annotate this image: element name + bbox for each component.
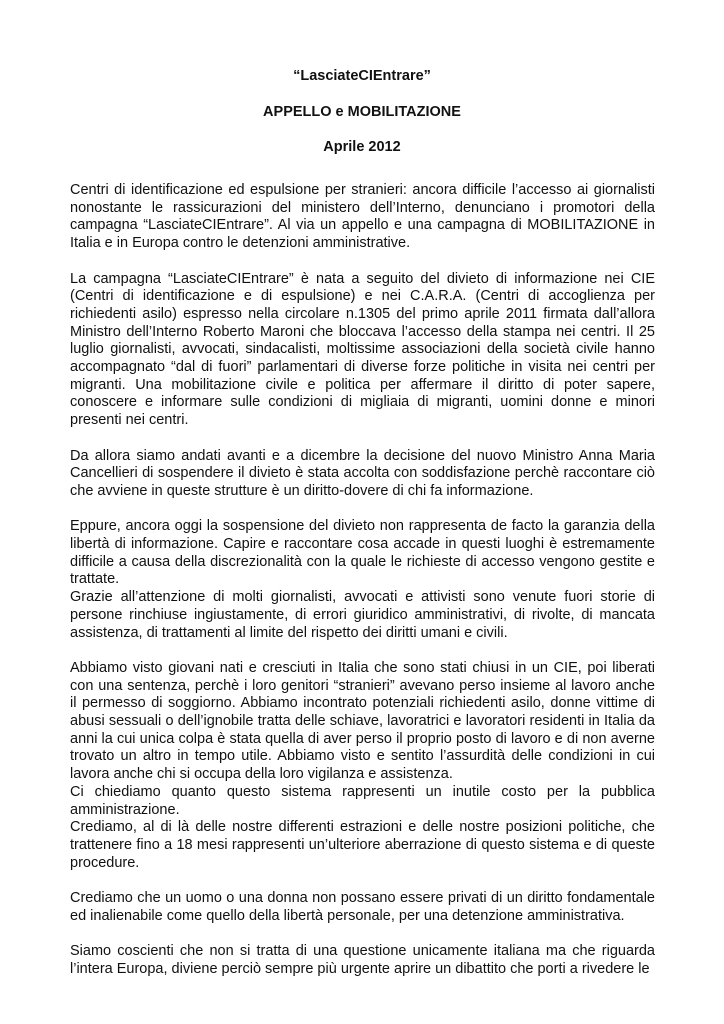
paragraph-since-then: Da allora siamo andati avanti e a dicembre la decisione del nuovo Ministro Anna Maria Cancellieri di sospendere il divieto è stata accolta con soddisfazione perchè raccontare ciò che avviene in queste strutture è un diritto-dovere di chi fa informazione. [70,447,655,499]
paragraph-thanks: Grazie all’attenzione di molti giornalisti, avvocati e attivisti sono venute fuori storie di persone rinchiuse ingiustamente, di errori giuridico amministrativi, di rivolte, di mancata assistenza, di trattamenti al limite del rispetto dei diritti umani e civili. [70,589,655,641]
paragraph-fundamental-right: Crediamo che un uomo o una donna non possano essere privati di un diritto fondamentale ed inalienabile come quello della libertà personale, per una detenzione amministrativa. [70,890,655,924]
document-title: “LasciateCIEntrare” [293,68,431,84]
paragraph-intro: Centri di identificazione ed espulsione per stranieri: ancora difficile l’accesso ai giornalisti nonostante le rassicurazioni del ministero dell’Interno, denunciano i promotori della campagna “LasciateCIEntrare”. Al via un appello e una campagna di MOBILITAZIONE in Italia e in Europa contro le detenzioni amministrative. [70,182,655,252]
paragraph-yet: Eppure, ancora oggi la sospensione del divieto non rappresenta de facto la garanzia della libertà di informazione. Capire e raccontare cosa accade in questi luoghi è estremamente difficile a causa della discrezionalità con la quale le richieste di accesso vengono gestite e trattate. [70,518,655,588]
document-subtitle: APPELLO e MOBILITAZIONE [263,104,461,120]
paragraph-we-ask: Ci chiediamo quanto questo sistema rappresenti un inutile costo per la pubblica amministrazione. [70,783,655,818]
paragraph-campaign: La campagna “LasciateCIEntrare” è nata a seguito del divieto di informazione nei CIE (Centri di identificazione e di espulsione) e nei C.A.R.A. (Centri di accoglienza per richiedenti asilo) espresso nella circolare n.1305 del primo aprile 2011 firmata dall’allora Ministro dell’Interno Roberto Maroni che bloccava l’accesso della stampa nei centri. Il 25 luglio giornalisti, avvocati, sindacalisti, moltissime associazioni della società civile hanno accompagnato “dal di fuori” parlamentari di diverse forze politiche in visita nei centri per migranti. Una mobilitazione civile e politica per affermare il diritto di poter sapere, conoscere e informare sulle condizioni di migliaia di migranti, uomini donne e minori presenti nei centri. [70,270,655,429]
paragraph-we-believe: Crediamo, al di là delle nostre differenti estrazioni e delle nostre posizioni politiche, che trattenere fino a 18 mesi rappresenti un’ulteriore aberrazione di questo sistema e di queste procedure. [70,819,655,871]
document-date: Aprile 2012 [323,139,401,155]
document-body [70,182,655,996]
paragraph-europe: Siamo coscienti che non si tratta di una questione unicamente italiana ma che riguarda l’intera Europa, diviene perciò sempre più urgente aprire un dibattito che porti a rivedere le [70,943,655,977]
paragraph-we-have-seen: Abbiamo visto giovani nati e cresciuti in Italia che sono stati chiusi in un CIE, poi liberati con una sentenza, perchè i loro genitori “stranieri” avevano perso insieme al lavoro anche il permesso di soggiorno. Abbiamo incontrato potenziali richiedenti asilo, donne vittime di abusi sessuali o dell’ignobile tratta delle schiave, lavoratrici e lavoratori residenti in Italia da anni la cui unica colpa è stata quella di aver perso il proprio posto di lavoro e di non averne trovato un altro in tempo utile. Abbiamo visto e sentito l’assurdità delle condizioni in cui lavora anche chi si occupa della loro vigilanza e assistenza. [70,659,655,783]
